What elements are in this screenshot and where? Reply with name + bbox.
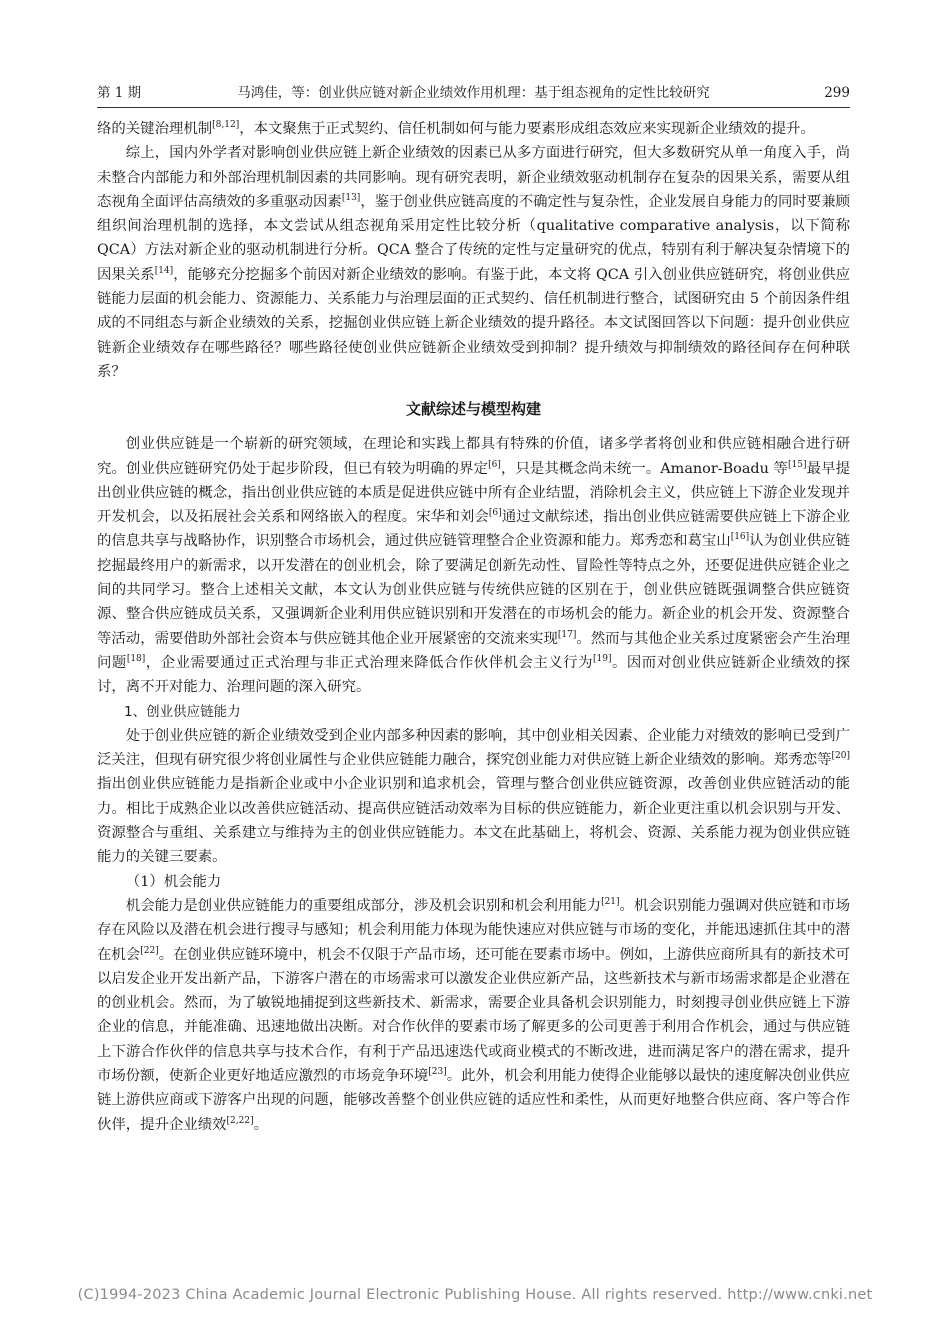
- issue-label: 第 1 期: [97, 85, 142, 101]
- running-title: 马鸿佳，等：创业供应链对新企业绩效作用机理：基于组态视角的定性比较研究: [237, 85, 710, 101]
- header-rule: [97, 107, 850, 108]
- paragraph-continued: 络的关键治理机制[8,12]，本文聚焦于正式契约、信任机制如何与能力要素形成组态效应来实现新企业绩效的提升。: [97, 120, 815, 137]
- citation: [6]: [488, 508, 502, 519]
- citation: [2,22]: [226, 1115, 254, 1126]
- citation: [17]: [557, 629, 577, 640]
- subheading-opportunity: （1）机会能力: [125, 873, 222, 890]
- running-header: [97, 83, 850, 107]
- citation: [13]: [341, 193, 361, 204]
- citation: [22]: [140, 945, 159, 956]
- copyright-footer: (C)1994-2023 China Academic Journal Electronic Publishing House. All rights reserved. http://www.cnki.net: [77, 1287, 873, 1303]
- paragraph-opportunity: 机会能力是创业供应链能力的重要组成部分，涉及机会识别和机会利用能力[21]。机会识别能力强调对供应链和市场存在风险以及潜在机会进行搜寻与感知；机会利用能力体现为能快速应对供应链与市场的变化，并能迅速抓住其中的潜在机会[22]。在创业供应链环境中，机会不仅限于产品市场，还可能在要素市场中。例如，上游供应商所具有的新技术可以启发企业开发出新产品，下游客户潜在的市场需求可以激发企业供应新产品，这些新技术与新市场需求都是企业潜在的创业机会。然而，为了敏锐地捕捉到这些新技术、新需求，需要企业具备机会识别能力，时刻搜寻创业供应链上下游企业的信息，并能准确、迅速地做出决断。对合作伙伴的要素市场了解更多的公司更善于利用合作机会，通过与供应链上下游合作伙伴的信息共享与技术合作，有利于产品迅速迭代或商业模式的不断改进，进而满足客户的潜在需求，提升市场份额，使新企业更好地适应激烈的市场竞争环境[23]。此外，机会利用能力使得企业能够以最快的速度解决创业供应链上游供应商或下游客户出现的问题，能够改善整个创业供应链的适应性和柔性，从而更好地整合供应商、客户等合作伙伴，提升企业绩效[2,22]。: [97, 897, 850, 1133]
- section-title: 文献综述与模型构建: [405, 400, 541, 419]
- citation: [14]: [154, 265, 174, 276]
- citation: [18]: [126, 654, 146, 665]
- citation: [19]: [592, 654, 612, 665]
- citation: [20]: [831, 751, 850, 762]
- citation: [16]: [730, 532, 750, 543]
- citation: [15]: [788, 459, 807, 470]
- paragraph-capability: 处于创业供应链的新企业绩效受到企业内部多种因素的影响，其中创业相关因素、企业能力对绩效的影响已受到广泛关注，但现有研究很少将创业属性与企业供应链能力融合，探究创业能力对供应链上新企业绩效的影响。郑秀恋等[20]指出创业供应链能力是指新企业或中小企业识别和追求机会，管理与整合创业供应链资源，改善创业供应链活动的能力。相比于成熟企业以改善供应链活动、提高供应链活动效率为目标的供应链能力，新企业更注重以机会识别与开发、资源整合与重组、关系建立与维持为主的创业供应链能力。本文在此基础上，将机会、资源、关系能力视为创业供应链能力的关键三要素。: [97, 727, 850, 866]
- page-number: 299: [824, 85, 850, 101]
- article-body: [97, 117, 850, 1137]
- subheading-capability: 1、创业供应链能力: [124, 703, 241, 720]
- paragraph-literature: 创业供应链是一个崭新的研究领域，在理论和实践上都具有特殊的价值，诸多学者将创业和供应链相融合进行研究。创业供应链研究仍处于起步阶段，但已有较为明确的界定[6]，只是其概念尚未统一。Amanor-Boadu 等[15]最早提出创业供应链的概念，指出创业供应链的本质是促进供应链中所有企业结盟，消除机会主义，供应链上下游企业发现并开发机会，以及拓展社会关系和网络嵌入的程度。宋华和刘会[6]通过文献综述，指出创业供应链需要供应链上下游企业的信息共享与战略协作，识别整合市场机会，通过供应链管理整合企业资源和能力。郑秀恋和葛宝山[16]认为创业供应链挖掘最终用户的新需求，以开发潜在的创业机会，除了要满足创新先动性、冒险性等特点之外，还要促进供应链企业之间的共同学习。整合上述相关文献，本文认为创业供应链与传统供应链的区别在于，创业供应链既强调整合供应链资源、整合供应链成员关系，又强调新企业利用供应链识别和开发潜在的市场机会的能力。新企业的机会开发、资源整合等活动，需要借助外部社会资本与供应链其他企业开展紧密的交流来实现[17]。然而与其他企业关系过度紧密会产生治理问题[18]，企业需要通过正式治理与非正式治理来降低合作伙伴机会主义行为[19]。因而对创业供应链新企业绩效的探讨，离不开对能力、治理问题的深入研究。: [97, 436, 850, 696]
- citation: [23]: [428, 1067, 447, 1078]
- citation: [6]: [488, 459, 501, 470]
- citation: [8,12]: [212, 120, 240, 131]
- citation: [21]: [601, 897, 620, 908]
- paragraph-summary: 综上，国内外学者对影响创业供应链上新企业绩效的因素已从多方面进行研究，但大多数研究从单一角度入手，尚未整合内部能力和外部治理机制因素的共同影响。现有研究表明，新企业绩效驱动机制存在复杂的因果关系，需要从组态视角全面评估高绩效的多重驱动因素[13]，鉴于创业供应链高度的不确定性与复杂性，企业发展自身能力的同时要兼顾组织间治理机制的选择，本文尝试从组态视角采用定性比较分析（qualitative comparative analysis，以下简称 QCA）方法对新企业的驱动机制进行分析。QCA 整合了传统的定性与定量研究的优点，特别有利于解决复杂情境下的因果关系[14]，能够充分挖掘多个前因对新企业绩效的影响。有鉴于此，本文将 QCA 引入创业供应链研究，将创业供应链能力层面的机会能力、资源能力、关系能力与治理层面的正式契约、信任机制进行整合，试图研究由 5 个前因条件组成的不同组态与新企业绩效的关系，挖掘创业供应链上新企业绩效的提升路径。本文试图回答以下问题：提升创业供应链新企业绩效存在哪些路径？哪些路径使创业供应链新企业绩效受到抑制？提升绩效与抑制绩效的路径间存在何种联系？: [97, 145, 850, 380]
